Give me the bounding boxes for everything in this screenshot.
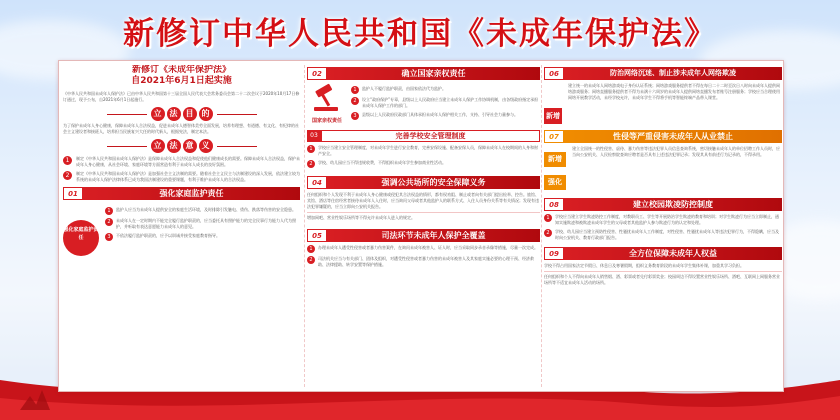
item-text: 制定《中华人民共和国未成年人保护法》是保障未成年人合法权益和促使他们健康成长的需要。保障未成年人合法权益，保护未成年人身心健康，从社会环境、家庭环境等方面营造有利于未成年人成长的良好氛围。: [76, 156, 300, 167]
list-item: [105, 207, 300, 215]
icon-label: 国家亲权责任: [311, 118, 342, 124]
section-09-header: [544, 247, 782, 260]
intro-date: 自2021年6月1日起实施: [131, 76, 232, 86]
section-01-header: [63, 187, 300, 200]
item-text: 办理未成年人遭受性侵害或者暴力伤害案件，在询问未成年被害人、证人时，应当采取同步录音录像等措施，尽量一次完成。: [318, 245, 538, 250]
section-title: 强化家庭监护责任: [83, 187, 300, 200]
item-text: 未成年人在一定时期内不能完全履行监护职责的，应当委托具有照护能力的完全民事行为能力人代为照护，并听取有表达意愿能力未成年人的意见。: [116, 218, 296, 229]
item-text: 学校应当建立学生欺凌防控工作制度，对教职员工、学生等开展防治学生欺凌的教育和培训；对学生欺凌行为应当立即制止，通知实施欺凌和被欺凌未成年学生的父母或者其他监护人参与欺凌行为的认定和处理。: [555, 214, 779, 225]
pill-char: 立: [151, 139, 165, 153]
list-item: [351, 112, 540, 120]
section-06-text: 建立统一的未成年人网络游戏电子身份认证系统；网络游戏服务提供者不得在每日二十二时至次日八时向未成年人提供网络游戏服务；网络直播服务提供者不得为未满十六周岁的未成年人提供网络直播发布者账号注册服务；学校应当合理使用网络开展教学活动，未经学校允许，未成年学生不得将手机等智能终端产品带入课堂。: [568, 83, 780, 100]
item-number: 1: [105, 207, 113, 215]
item-number: 1: [351, 86, 359, 94]
section-02-body: [307, 83, 540, 124]
section-number: 03: [307, 130, 321, 142]
pill-char: 义: [199, 139, 213, 153]
item-number: 3: [105, 233, 113, 241]
section-01-body: [63, 204, 300, 256]
section-title: 确立国家亲权责任: [327, 67, 540, 80]
section-number: 04: [307, 176, 327, 189]
list-item: [351, 86, 540, 94]
item-text: 司法机关应当与有关部门、团体及组织，对遭受性侵害或者暴力伤害的未成年被害人及其家庭实施必要的心理干预、经济救助、法律援助、转学安置等保护措施。: [318, 256, 534, 267]
pill-char: 意: [183, 139, 197, 153]
section-number: 05: [307, 229, 327, 242]
section-08-header: [544, 198, 782, 211]
section-07-text: 建立全国统一的性侵害、虐待、暴力伤害等违法犯罪人员信息查询系统，密切接触未成年人的单位招聘工作人员时，应当向公安机关、人民检察院查询应聘者是否具有上述违法犯罪记录；发现其具有前述行为记录的，不得录用。: [572, 146, 780, 157]
item-number: 2: [105, 218, 113, 226]
section-title: 防治网络沉迷、制止涉未成年人网络欺凌: [564, 67, 782, 80]
section-09-text: 学校不得占用国家法定节假日、休息日及寒暑假期，组织义务教育阶段的未成年学生集体补课，加重其学习负担。: [544, 263, 744, 268]
section-06-body: [544, 83, 782, 124]
item-text: 设立“政府保护”专章，县级以上人民政府应当建立未成年人保护工作协调机制，由各级政府指定承担未成年人保护工作的部门。: [362, 97, 539, 108]
section-title: 全方位保障未成年人权益: [564, 247, 782, 260]
item-text: 县级以上人民政府民政部门具体承担未成年人保护相关工作，支持、引导社会力量参与。: [362, 112, 518, 117]
item-number: 3: [351, 112, 359, 120]
item-text: 监护人应当为未成年人提供安全的家庭生活环境，及时排除引发触电、烫伤、跌落等伤害的安全隐患。: [116, 207, 296, 212]
section-title: 建立校园欺凌防控制度: [564, 198, 782, 211]
intro-heading: 新修订《未成年保护法》: [131, 65, 231, 75]
item-text: 不依法履行监护职责的，应予以训诫并接受家庭教育指导。: [116, 233, 220, 238]
section-number: 09: [544, 247, 564, 260]
item-text: 监护人不履行监护职责，由国家依法代为监护。: [362, 86, 446, 91]
intro-text: 《中华人民共和国未成年人保护法》已由中华人民共和国第十三届全国人民代表大会常务委员会第二十二次会议于2020年10月17日修订通过，现予公布，自2021年6月1日起施行。: [63, 91, 300, 102]
section-title: 强调公共场所的安全保障义务: [327, 176, 540, 189]
family-guardian-badge: 强化家庭监护责任: [63, 220, 99, 256]
item-number: 2: [63, 171, 72, 180]
section-07-body: [544, 146, 782, 192]
item-text: 学校、幼儿园应当不得违规收费，不得组织未成年学生参加商业性活动。: [318, 160, 446, 165]
item-number: 2: [307, 256, 315, 264]
legislative-purpose-header: [63, 107, 300, 121]
list-item: [351, 97, 540, 109]
section-number: 02: [307, 67, 327, 80]
section-02-header: [307, 67, 540, 80]
item-number: 2: [544, 229, 552, 237]
section-number: 01: [63, 187, 83, 200]
meaning-item: [63, 156, 300, 168]
list-item: [544, 214, 782, 226]
column-right: [541, 65, 782, 387]
section-09-text-2: 任何组织和个人不得向未成年人销售烟、酒、彩票或者兑付彩票奖金；校园周边不得设置营业性娱乐场所、酒吧、互联网上网服务营业场所等不适宜未成年人活动的场所。: [544, 274, 780, 285]
section-number: 07: [544, 130, 564, 143]
section-04-text-2: 增加网吧、营业性娱乐场所等不得允许未成年人进入的规定。: [307, 215, 415, 220]
item-number: 1: [307, 145, 315, 153]
pill-char: 立: [151, 107, 165, 121]
section-title: 性侵等严重侵害未成年人从业禁止: [564, 130, 782, 143]
list-item: [307, 245, 540, 253]
gavel-icon: [310, 83, 344, 113]
section-03-header: [307, 130, 540, 142]
section-title: 完善学校安全管理制度: [321, 130, 540, 142]
list-item: [105, 233, 300, 241]
section-number: 08: [544, 198, 564, 211]
item-text: 学校、幼儿园应当建立预防性侵害、性骚扰未成年人工作制度，对性侵害、性骚扰未成年人等违法犯罪行为，不得隐瞒，应当及时向公安机关、教育行政部门报告。: [555, 229, 779, 240]
item-number: 2: [351, 97, 359, 105]
item-number: 1: [307, 245, 315, 253]
pill-char: 法: [167, 107, 181, 121]
new-badge: 新增: [544, 108, 562, 124]
section-06-header: [544, 67, 782, 80]
section-04-text: 任何组织和个人发现不利于未成年人身心健康或侵犯其合法权益的情形，都有权劝阻、制止或者向有关部门提出检举、控告。旅馆、宾馆、酒店等住宿经营者接待未成年人入住时，应当询问父母或者其他监护人的联系方式、入住人员身份关系等有关情况；发现有违法犯罪嫌疑的，应当立即向公安机关报告。: [307, 192, 539, 209]
pill-char: 法: [167, 139, 181, 153]
page-title: 新修订中华人民共和国《未成年保护法》: [123, 16, 717, 52]
item-number: 2: [307, 160, 315, 168]
list-item: [105, 218, 300, 230]
item-number: 1: [544, 214, 552, 222]
item-number: 1: [63, 156, 72, 165]
list-item: [307, 256, 540, 268]
purpose-text: 为了保护未成年人身心健康，保障未成年人合法权益，促进未成年人德智体美劳全面发展，培养有理想、有道德、有文化、有纪律的社会主义建设者和接班人，培养担当民族复兴大任的时代新人，根据宪法，制定本法。: [63, 123, 299, 134]
section-05-header: [307, 229, 540, 242]
item-text: 学校应当建立安全管理制度，对未成年学生进行安全教育，完善安保设施、配备安保人员，保障未成年人在校期间的人身和财产安全。: [318, 145, 538, 156]
column-left: [63, 65, 300, 387]
list-item: [307, 145, 540, 157]
meaning-item: [63, 171, 300, 183]
column-middle: [304, 65, 540, 387]
section-04-header: [307, 176, 540, 189]
new-badge: 新增: [544, 152, 566, 167]
pill-char: 的: [199, 107, 213, 121]
list-item: [307, 160, 540, 168]
content-board: [58, 60, 784, 392]
legislative-meaning-header: [63, 139, 300, 153]
strengthen-badge: 强化: [544, 175, 566, 190]
item-text: 制定《中华人民共和国未成年人保护法》是加强社会主义法制的需要。随着社会主义民主与法制建设的深入发展，依法建立较为系统的未成年人保护法律体系已成为我国法制建设的重要课题，有利于维护未成年人的合法权益。: [76, 171, 300, 182]
pill-char: 目: [183, 107, 197, 121]
section-title: 司法环节未成年人保护全覆盖: [327, 229, 540, 242]
section-07-header: [544, 130, 782, 143]
list-item: [544, 229, 782, 241]
section-number: 06: [544, 67, 564, 80]
